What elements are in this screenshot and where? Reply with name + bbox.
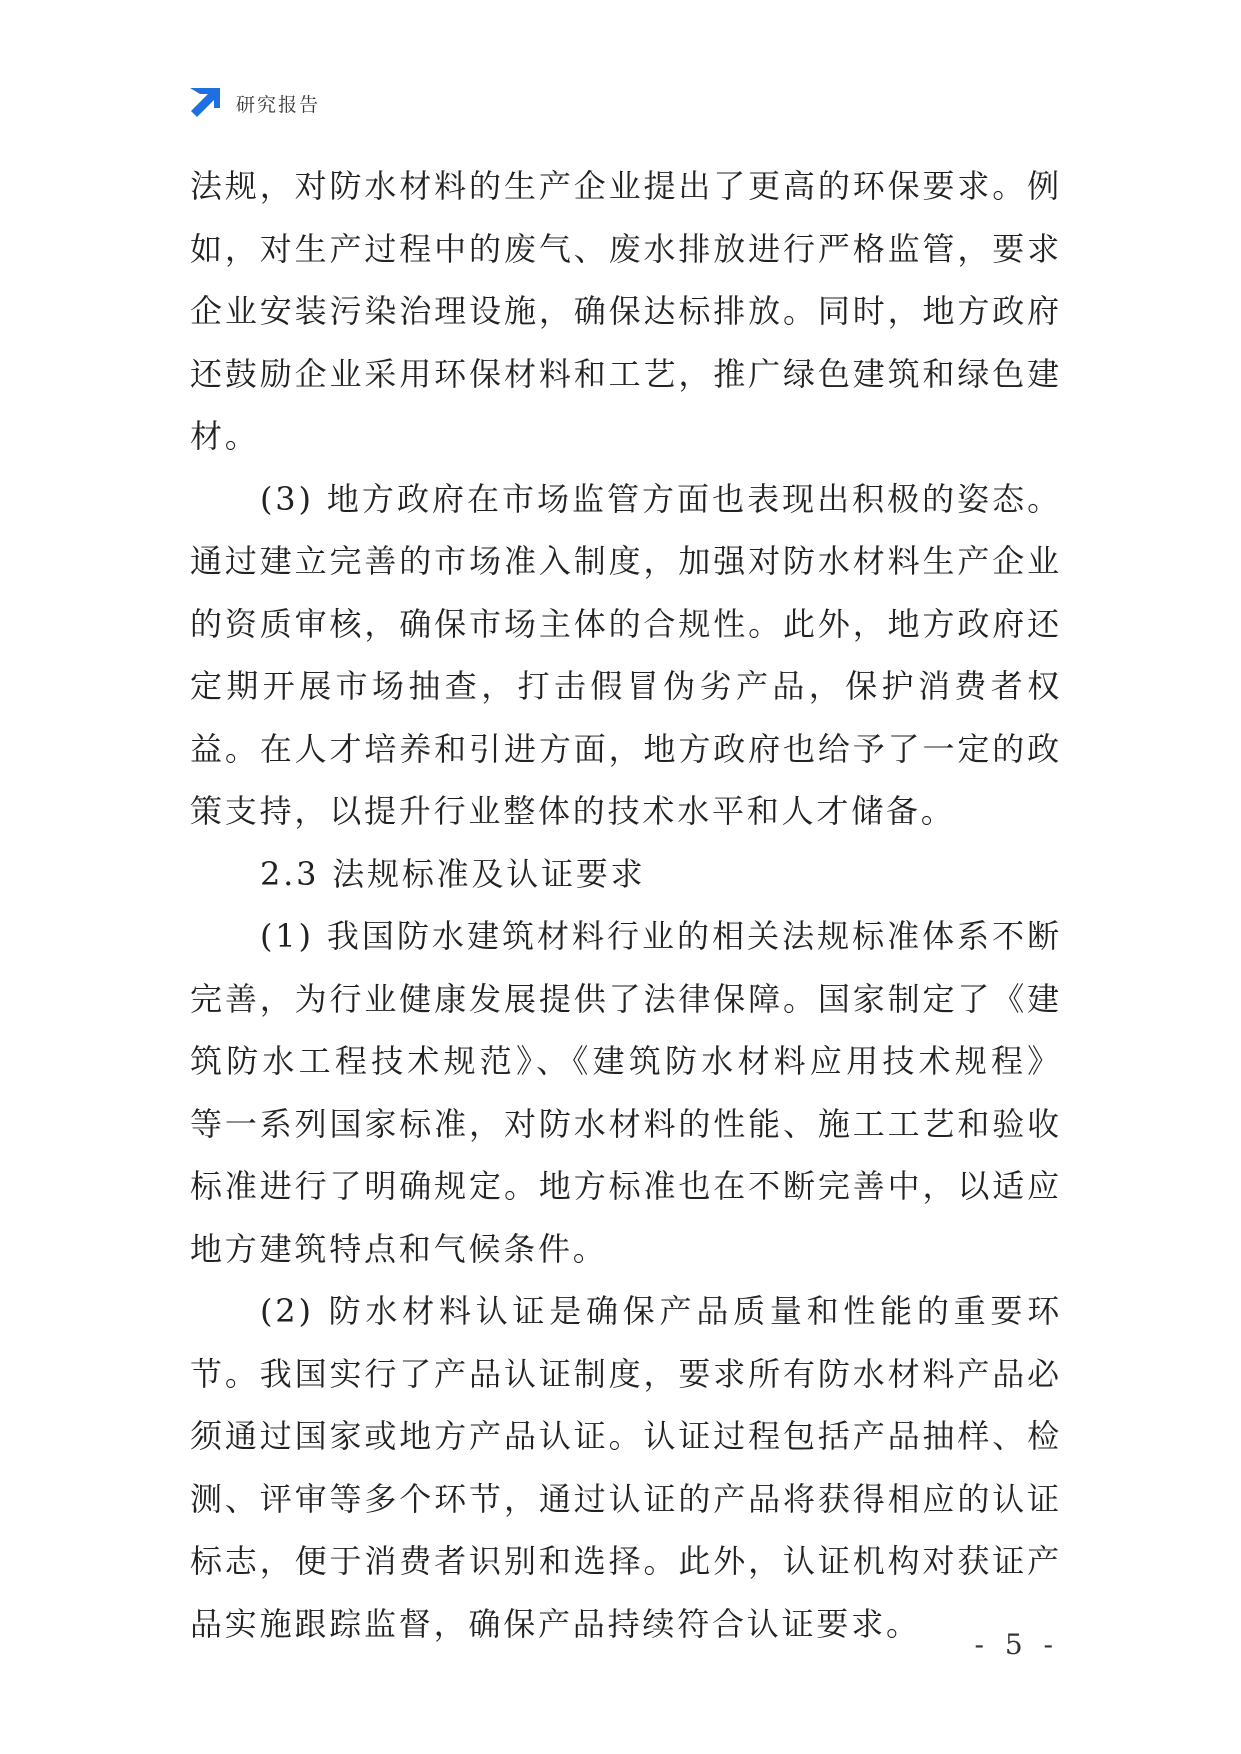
paragraph-continued: 法规，对防水材料的生产企业提出了更高的环保要求。例如，对生产过程中的废气、废水排放进行严格监管，要求企业安装污染治理设施，确保达标排放。同时，地方政府还鼓励企业采用环保材料和工艺，推广绿色建筑和绿色建材。: [190, 167, 1062, 455]
document-body: [190, 155, 1062, 1655]
page-number: - 5 -: [974, 1628, 1059, 1661]
diagonal-arrow-icon: [188, 86, 222, 120]
header-title: 研究报告: [236, 93, 321, 116]
section-heading: 2.3 法规标准及认证要求: [260, 854, 646, 893]
paragraph-item-2: (2) 防水材料认证是确保产品质量和性能的重要环节。我国实行了产品认证制度，要求所有防水材料产品必须通过国家或地方产品认证。认证过程包括产品抽样、检测、评审等多个环节，通过认证的产品将获得相应的认证标志，便于消费者识别和选择。此外，认证机构对获证产品实施跟踪监督，确保产品持续符合认证要求。: [190, 1292, 1062, 1643]
page-header: [188, 86, 320, 120]
paragraph-item-1: (1) 我国防水建筑材料行业的相关法规标准体系不断完善，为行业健康发展提供了法律保障。国家制定了《建筑防水工程技术规范》、《建筑防水材料应用技术规程》等一系列国家标准，对防水材料的性能、施工工艺和验收标准进行了明确规定。地方标准也在不断完善中，以适应地方建筑特点和气候条件。: [190, 917, 1062, 1268]
paragraph-item-3: (3) 地方政府在市场监管方面也表现出积极的姿态。通过建立完善的市场准入制度，加强对防水材料生产企业的资质审核，确保市场主体的合规性。此外，地方政府还定期开展市场抽查，打击假冒伪劣产品，保护消费者权益。在人才培养和引进方面，地方政府也给予了一定的政策支持，以提升行业整体的技术水平和人才储备。: [190, 479, 1062, 830]
